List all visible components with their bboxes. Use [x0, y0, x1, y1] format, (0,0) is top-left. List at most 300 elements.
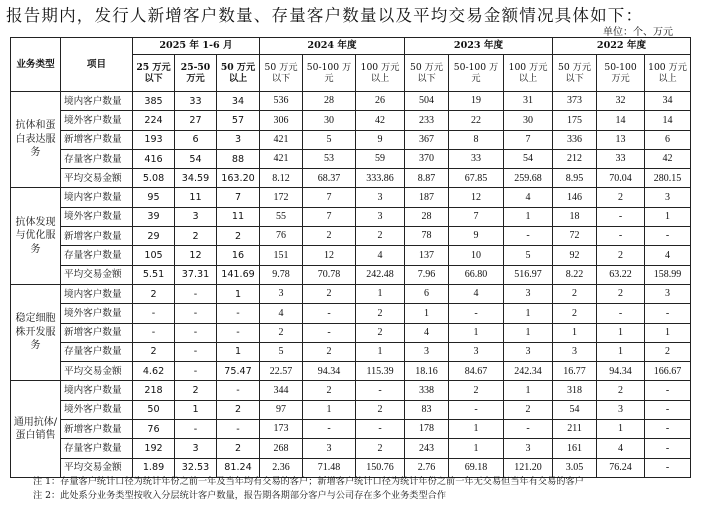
value-cell: -: [504, 420, 553, 439]
value-cell: 76: [133, 420, 175, 439]
item-label-cell: 境外客户数量: [61, 207, 133, 226]
value-cell: 536: [260, 92, 303, 111]
value-cell: -: [303, 304, 356, 323]
value-cell: 2.36: [260, 458, 303, 477]
value-cell: 37.31: [175, 265, 217, 284]
value-cell: 3.05: [553, 458, 597, 477]
value-cell: 2: [449, 381, 504, 400]
value-cell: 32.53: [175, 458, 217, 477]
value-cell: 224: [133, 111, 175, 130]
value-cell: 115.39: [356, 362, 405, 381]
value-cell: 5: [504, 246, 553, 265]
table-body: [11, 92, 691, 478]
business-type-cell: 稳定细胞株开发服务: [11, 284, 61, 380]
value-cell: 187: [405, 188, 449, 207]
value-cell: 28: [405, 207, 449, 226]
item-label-cell: 存量客户数量: [61, 149, 133, 168]
value-cell: 5.51: [133, 265, 175, 284]
value-cell: 6: [405, 284, 449, 303]
value-cell: 2: [553, 284, 597, 303]
value-cell: 5: [303, 130, 356, 149]
header-tier-2024-low: 50 万元以下: [260, 55, 303, 92]
value-cell: 2: [217, 439, 260, 458]
value-cell: 2: [597, 381, 645, 400]
value-cell: 2: [553, 304, 597, 323]
value-cell: 75.47: [217, 362, 260, 381]
value-cell: 2: [303, 342, 356, 361]
item-label-cell: 平均交易金额: [61, 458, 133, 477]
value-cell: 3: [645, 188, 691, 207]
value-cell: 97: [260, 400, 303, 419]
table-row: [11, 130, 691, 149]
value-cell: 421: [260, 130, 303, 149]
header-period-2023: 2023 年度: [405, 38, 553, 55]
value-cell: 12: [303, 246, 356, 265]
value-cell: -: [597, 304, 645, 323]
value-cell: 1: [597, 323, 645, 342]
value-cell: -: [217, 304, 260, 323]
value-cell: 22: [449, 111, 504, 130]
value-cell: -: [449, 304, 504, 323]
value-cell: 3: [504, 439, 553, 458]
value-cell: 2: [504, 400, 553, 419]
value-cell: 8.22: [553, 265, 597, 284]
value-cell: 3: [175, 439, 217, 458]
business-type-cell: 抗体和蛋白表达服务: [11, 92, 61, 188]
item-label-cell: 境外客户数量: [61, 111, 133, 130]
header-row-periods: [11, 38, 691, 55]
value-cell: 31: [504, 92, 553, 111]
header-tier-2023-low: 50 万元以下: [405, 55, 449, 92]
value-cell: 3: [504, 342, 553, 361]
table-row: [11, 265, 691, 284]
value-cell: 3: [356, 188, 405, 207]
table-row: [11, 362, 691, 381]
item-label-cell: 平均交易金额: [61, 362, 133, 381]
value-cell: 306: [260, 111, 303, 130]
table-row: [11, 227, 691, 246]
value-cell: 373: [553, 92, 597, 111]
value-cell: 1: [645, 323, 691, 342]
item-label-cell: 平均交易金额: [61, 265, 133, 284]
item-label-cell: 境内客户数量: [61, 284, 133, 303]
table-row: [11, 149, 691, 168]
value-cell: -: [217, 381, 260, 400]
value-cell: 212: [553, 149, 597, 168]
section-heading: 报告期内，发行人新增客户数量、存量客户数量以及平均交易金额情况具体如下：: [6, 6, 644, 25]
value-cell: 63.22: [597, 265, 645, 284]
value-cell: 2: [356, 323, 405, 342]
value-cell: 141.69: [217, 265, 260, 284]
value-cell: 2: [356, 227, 405, 246]
value-cell: 19: [449, 92, 504, 111]
value-cell: 2: [597, 246, 645, 265]
value-cell: 163.20: [217, 169, 260, 188]
value-cell: 4: [645, 246, 691, 265]
value-cell: 11: [217, 207, 260, 226]
business-type-cell: 抗体发现与优化服务: [11, 188, 61, 284]
value-cell: 8.95: [553, 169, 597, 188]
value-cell: 70.04: [597, 169, 645, 188]
value-cell: 318: [553, 381, 597, 400]
value-cell: 39: [133, 207, 175, 226]
value-cell: 2: [175, 227, 217, 246]
customer-statistics-table: [10, 37, 691, 478]
value-cell: 178: [405, 420, 449, 439]
value-cell: 1: [553, 323, 597, 342]
value-cell: -: [303, 420, 356, 439]
value-cell: 10: [449, 246, 504, 265]
value-cell: 151: [260, 246, 303, 265]
value-cell: 193: [133, 130, 175, 149]
value-cell: 3: [449, 342, 504, 361]
value-cell: -: [645, 304, 691, 323]
item-label-cell: 新增客户数量: [61, 420, 133, 439]
value-cell: 1: [217, 284, 260, 303]
value-cell: 28: [303, 92, 356, 111]
value-cell: 1: [449, 439, 504, 458]
value-cell: 66.80: [449, 265, 504, 284]
value-cell: 1: [645, 207, 691, 226]
item-label-cell: 存量客户数量: [61, 246, 133, 265]
value-cell: 54: [175, 149, 217, 168]
value-cell: 2: [303, 227, 356, 246]
value-cell: 1: [504, 323, 553, 342]
value-cell: 192: [133, 439, 175, 458]
item-label-cell: 新增客户数量: [61, 323, 133, 342]
business-type-cell: 通用抗体/蛋白销售: [11, 381, 61, 477]
value-cell: 2: [133, 342, 175, 361]
value-cell: 4: [260, 304, 303, 323]
value-cell: 13: [597, 130, 645, 149]
value-cell: 88: [217, 149, 260, 168]
value-cell: 34: [645, 92, 691, 111]
value-cell: 70.78: [303, 265, 356, 284]
item-label-cell: 境内客户数量: [61, 92, 133, 111]
value-cell: 1: [504, 207, 553, 226]
value-cell: 3: [553, 342, 597, 361]
header-tier-2024-high: 100 万元以上: [356, 55, 405, 92]
value-cell: 367: [405, 130, 449, 149]
value-cell: 78: [405, 227, 449, 246]
value-cell: 67.85: [449, 169, 504, 188]
table-row: [11, 207, 691, 226]
value-cell: 59: [356, 149, 405, 168]
value-cell: 71.48: [303, 458, 356, 477]
value-cell: -: [133, 323, 175, 342]
value-cell: 336: [553, 130, 597, 149]
value-cell: 7: [217, 188, 260, 207]
value-cell: 2: [260, 323, 303, 342]
value-cell: -: [217, 323, 260, 342]
value-cell: 338: [405, 381, 449, 400]
value-cell: 54: [504, 149, 553, 168]
value-cell: 8.87: [405, 169, 449, 188]
value-cell: 1: [217, 342, 260, 361]
header-tier-2025-high: 50 万元以上: [217, 55, 260, 92]
value-cell: 27: [175, 111, 217, 130]
value-cell: 259.68: [504, 169, 553, 188]
value-cell: -: [356, 381, 405, 400]
value-cell: 1: [405, 304, 449, 323]
item-label-cell: 境外客户数量: [61, 304, 133, 323]
value-cell: 18.16: [405, 362, 449, 381]
value-cell: 84.67: [449, 362, 504, 381]
value-cell: 53: [303, 149, 356, 168]
value-cell: 5: [260, 342, 303, 361]
value-cell: -: [356, 420, 405, 439]
value-cell: 83: [405, 400, 449, 419]
header-tier-2022-low: 50 万元以下: [553, 55, 597, 92]
value-cell: 7.96: [405, 265, 449, 284]
value-cell: 8.12: [260, 169, 303, 188]
value-cell: 175: [553, 111, 597, 130]
value-cell: 1: [303, 400, 356, 419]
value-cell: 30: [504, 111, 553, 130]
value-cell: 4: [356, 246, 405, 265]
value-cell: -: [449, 400, 504, 419]
value-cell: 146: [553, 188, 597, 207]
value-cell: 29: [133, 227, 175, 246]
value-cell: -: [645, 420, 691, 439]
value-cell: 9: [356, 130, 405, 149]
value-cell: 76.24: [597, 458, 645, 477]
value-cell: -: [217, 420, 260, 439]
value-cell: 1: [356, 284, 405, 303]
value-cell: 137: [405, 246, 449, 265]
value-cell: 158.99: [645, 265, 691, 284]
footnote-2: 注 2：此处系分业务类型按收入分层统计客户数量，报告期各期部分客户与公司存在多个业务类型合作: [33, 490, 447, 501]
value-cell: 3: [645, 284, 691, 303]
header-business-type: 业务类型: [11, 38, 61, 92]
header-tier-2022-high: 100 万元以上: [645, 55, 691, 92]
footnotes: [33, 475, 584, 503]
value-cell: 2: [597, 284, 645, 303]
value-cell: -: [645, 439, 691, 458]
value-cell: 34: [217, 92, 260, 111]
value-cell: 95: [133, 188, 175, 207]
header-period-2022: 2022 年度: [553, 38, 691, 55]
table-row: [11, 400, 691, 419]
value-cell: 3: [303, 439, 356, 458]
value-cell: 211: [553, 420, 597, 439]
value-cell: 7: [449, 207, 504, 226]
value-cell: 6: [175, 130, 217, 149]
header-tier-2023-mid: 50-100 万元: [449, 55, 504, 92]
value-cell: 30: [303, 111, 356, 130]
value-cell: -: [175, 323, 217, 342]
value-cell: 68.37: [303, 169, 356, 188]
value-cell: 333.86: [356, 169, 405, 188]
value-cell: -: [175, 362, 217, 381]
item-label-cell: 新增客户数量: [61, 227, 133, 246]
table-row: [11, 92, 691, 111]
value-cell: -: [175, 284, 217, 303]
value-cell: 33: [175, 92, 217, 111]
item-label-cell: 新增客户数量: [61, 130, 133, 149]
value-cell: 150.76: [356, 458, 405, 477]
value-cell: 1: [449, 420, 504, 439]
value-cell: 55: [260, 207, 303, 226]
table-row: [11, 188, 691, 207]
value-cell: 1: [504, 304, 553, 323]
value-cell: 242.34: [504, 362, 553, 381]
value-cell: 92: [553, 246, 597, 265]
value-cell: 3: [597, 400, 645, 419]
value-cell: -: [645, 227, 691, 246]
value-cell: 243: [405, 439, 449, 458]
value-cell: 504: [405, 92, 449, 111]
value-cell: 2: [597, 188, 645, 207]
value-cell: -: [175, 420, 217, 439]
header-period-2024: 2024 年度: [260, 38, 405, 55]
value-cell: 33: [597, 149, 645, 168]
header-tier-2025-low: 25 万元以下: [133, 55, 175, 92]
footnote-1: 注 1：存量客户统计口径为统计年份之前一年及当年均有交易的客户；新增客户统计口径为统计年份之前一年无交易但当年有交易的客户: [33, 476, 584, 487]
header-tier-2025-mid: 25-50 万元: [175, 55, 217, 92]
item-label-cell: 存量客户数量: [61, 342, 133, 361]
value-cell: 2.76: [405, 458, 449, 477]
value-cell: 2: [356, 304, 405, 323]
item-label-cell: 境外客户数量: [61, 400, 133, 419]
value-cell: 3: [356, 207, 405, 226]
value-cell: 370: [405, 149, 449, 168]
value-cell: 2: [303, 284, 356, 303]
value-cell: -: [175, 342, 217, 361]
value-cell: 161: [553, 439, 597, 458]
value-cell: 14: [645, 111, 691, 130]
value-cell: -: [504, 227, 553, 246]
value-cell: 516.97: [504, 265, 553, 284]
value-cell: 385: [133, 92, 175, 111]
unit-label: 单位：个、万元: [603, 27, 673, 38]
value-cell: 105: [133, 246, 175, 265]
value-cell: 7: [303, 188, 356, 207]
item-label-cell: 境内客户数量: [61, 188, 133, 207]
value-cell: 4: [597, 439, 645, 458]
value-cell: 121.20: [504, 458, 553, 477]
value-cell: 416: [133, 149, 175, 168]
value-cell: 3: [405, 342, 449, 361]
value-cell: 2: [303, 381, 356, 400]
item-label-cell: 平均交易金额: [61, 169, 133, 188]
header-period-2025h1: 2025 年 1-6 月: [133, 38, 260, 55]
value-cell: 42: [645, 149, 691, 168]
value-cell: 2: [356, 400, 405, 419]
value-cell: 76: [260, 227, 303, 246]
value-cell: 3: [217, 130, 260, 149]
value-cell: 18: [553, 207, 597, 226]
value-cell: -: [645, 381, 691, 400]
value-cell: 166.67: [645, 362, 691, 381]
value-cell: 26: [356, 92, 405, 111]
value-cell: 81.24: [217, 458, 260, 477]
value-cell: 9: [449, 227, 504, 246]
value-cell: 94.34: [597, 362, 645, 381]
header-item: 项目: [61, 38, 133, 92]
value-cell: 69.18: [449, 458, 504, 477]
value-cell: 2: [356, 439, 405, 458]
value-cell: -: [597, 227, 645, 246]
value-cell: 3: [175, 207, 217, 226]
value-cell: 2: [645, 342, 691, 361]
value-cell: 16: [217, 246, 260, 265]
value-cell: 2: [217, 400, 260, 419]
value-cell: 57: [217, 111, 260, 130]
value-cell: 1: [449, 323, 504, 342]
value-cell: -: [645, 400, 691, 419]
value-cell: 4.62: [133, 362, 175, 381]
value-cell: 6: [645, 130, 691, 149]
value-cell: 42: [356, 111, 405, 130]
value-cell: 1: [356, 342, 405, 361]
value-cell: -: [133, 304, 175, 323]
value-cell: 172: [260, 188, 303, 207]
value-cell: 173: [260, 420, 303, 439]
value-cell: 242.48: [356, 265, 405, 284]
table-row: [11, 420, 691, 439]
table-row: [11, 323, 691, 342]
value-cell: 421: [260, 149, 303, 168]
value-cell: 7: [504, 130, 553, 149]
value-cell: 54: [553, 400, 597, 419]
value-cell: 1: [504, 381, 553, 400]
value-cell: 4: [405, 323, 449, 342]
value-cell: 14: [597, 111, 645, 130]
header-tier-2024-mid: 50-100 万元: [303, 55, 356, 92]
value-cell: -: [645, 458, 691, 477]
table-row: [11, 439, 691, 458]
table-row: [11, 111, 691, 130]
table-row: [11, 342, 691, 361]
value-cell: 1: [597, 420, 645, 439]
value-cell: 2: [217, 227, 260, 246]
value-cell: 218: [133, 381, 175, 400]
value-cell: -: [597, 207, 645, 226]
value-cell: -: [175, 304, 217, 323]
value-cell: 4: [449, 284, 504, 303]
value-cell: 22.57: [260, 362, 303, 381]
value-cell: 7: [303, 207, 356, 226]
item-label-cell: 境内客户数量: [61, 381, 133, 400]
value-cell: 12: [175, 246, 217, 265]
value-cell: 2: [133, 284, 175, 303]
value-cell: 3: [504, 284, 553, 303]
value-cell: 50: [133, 400, 175, 419]
table-row: [11, 284, 691, 303]
header-tier-2022-mid: 50-100 万元: [597, 55, 645, 92]
value-cell: 1.89: [133, 458, 175, 477]
value-cell: 72: [553, 227, 597, 246]
value-cell: 94.34: [303, 362, 356, 381]
value-cell: 2: [175, 381, 217, 400]
value-cell: 1: [597, 342, 645, 361]
value-cell: 11: [175, 188, 217, 207]
value-cell: 268: [260, 439, 303, 458]
value-cell: 34.59: [175, 169, 217, 188]
table-row: [11, 169, 691, 188]
value-cell: 233: [405, 111, 449, 130]
value-cell: 9.78: [260, 265, 303, 284]
table-row: [11, 304, 691, 323]
value-cell: 4: [504, 188, 553, 207]
table-row: [11, 381, 691, 400]
value-cell: 12: [449, 188, 504, 207]
item-label-cell: 存量客户数量: [61, 439, 133, 458]
value-cell: 16.77: [553, 362, 597, 381]
value-cell: 3: [260, 284, 303, 303]
value-cell: 5.08: [133, 169, 175, 188]
